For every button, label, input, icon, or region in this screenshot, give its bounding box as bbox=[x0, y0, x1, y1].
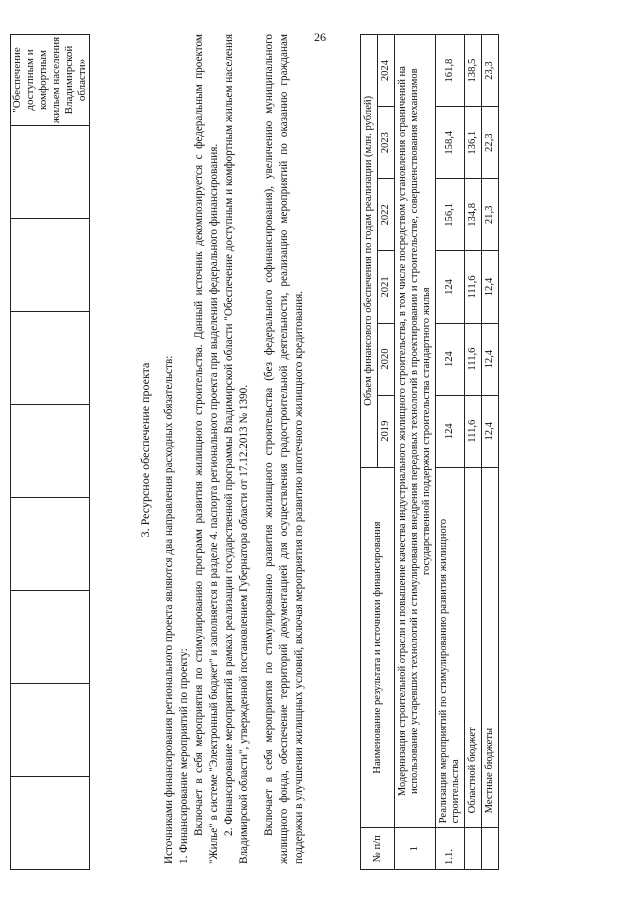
value-cell: 12,4 bbox=[482, 395, 499, 467]
row-num: 1 bbox=[395, 828, 436, 870]
value-cell: 124 bbox=[436, 395, 465, 467]
rotated-page bbox=[10, 20, 610, 880]
body-text bbox=[162, 34, 307, 864]
header-num: № п/п bbox=[361, 828, 395, 870]
row-num bbox=[482, 828, 499, 870]
page-number: 26 bbox=[314, 30, 326, 44]
value-cell: 23,3 bbox=[482, 35, 499, 107]
value-cell: 111,6 bbox=[465, 251, 482, 323]
funding-table bbox=[360, 34, 499, 870]
previous-table-fragment bbox=[10, 34, 90, 870]
paragraph: 2. Финансирование мероприятий в рамках реализации государственной программы Владимирской области "Обеспечение доступным и комфортным жильем населения Владимирской области", утвержденной постановлением Губернатора области от 17.12.2013 № 1390. bbox=[223, 34, 250, 864]
value-cell: 21,3 bbox=[482, 179, 499, 251]
paragraph: 1. Финансирование мероприятий по проекту: bbox=[178, 648, 190, 864]
paragraph: Включает в себя мероприятия по стимулированию развития жилищного строительства (без федерального софинансирования), увеличению муниципального жилищного фонда, обеспечение территорий документацией для осуществления градостроительной деятельности, реализацию мероприятий по оказанию гражданам поддержки в улучшении жилищных условий, включая мероприятия по развитию ипотечного жилищного кредитования. bbox=[263, 34, 305, 864]
table-row bbox=[436, 35, 465, 870]
section-title: 3. Ресурсное обеспечение проекта bbox=[138, 362, 152, 538]
paragraph: Источниками финансирования регионального проекта являются два направления расходных обязательств: bbox=[163, 355, 175, 864]
value-cell: 138,5 bbox=[465, 35, 482, 107]
value-cell: 111,6 bbox=[465, 323, 482, 395]
year-cell: 2019 bbox=[378, 395, 395, 467]
year-cell: 2020 bbox=[378, 323, 395, 395]
value-cell: 12,4 bbox=[482, 251, 499, 323]
year-cell: 2021 bbox=[378, 251, 395, 323]
row-name: Местные бюджеты bbox=[482, 467, 499, 828]
value-cell: 111,6 bbox=[465, 395, 482, 467]
value-cell: 12,4 bbox=[482, 323, 499, 395]
value-cell: 134,8 bbox=[465, 179, 482, 251]
year-cell: 2022 bbox=[378, 179, 395, 251]
value-cell: 22,3 bbox=[482, 107, 499, 179]
value-cell: 156,1 bbox=[436, 179, 465, 251]
table-row bbox=[465, 35, 482, 870]
header-name: Наименование результата и источники финансирования bbox=[361, 467, 395, 828]
value-cell: 124 bbox=[436, 323, 465, 395]
value-cell: 124 bbox=[436, 251, 465, 323]
table-row bbox=[482, 35, 499, 870]
row-num: 1.1. bbox=[436, 828, 465, 870]
paragraph: Включает в себя мероприятия по стимулированию программ развития жилищного строительства. Данный источник декомпозируется с федеральным проектом "Жилье" в системе "Электронный бюджет" и заполняется в разделе 4. паспорта регионального проекта при выделении федерального финансирования. bbox=[193, 34, 220, 864]
row-num bbox=[465, 828, 482, 870]
row-name: Областной бюджет bbox=[465, 467, 482, 828]
table-row bbox=[395, 35, 436, 870]
task-cell: Модернизация строительной отрасли и повышение качества индустриального жилищного строительства, в том числе посредством установления ограничений на использование устаревших технологий и стимулирования внедрения передовых технологий в проектировании и строительстве, совершенствования механизмов государственной поддержки строительства стандартного жилья bbox=[395, 35, 436, 828]
year-cell: 2024 bbox=[378, 35, 395, 107]
value-cell: 158,4 bbox=[436, 107, 465, 179]
table-header-row bbox=[361, 35, 378, 870]
previous-table-last-cell: "Обеспечение доступным и комфортным жильем населения Владимирской области» bbox=[11, 35, 90, 126]
value-cell: 161,8 bbox=[436, 35, 465, 107]
value-cell: 136,1 bbox=[465, 107, 482, 179]
row-name: Реализация мероприятий по стимулированию развития жилищного строительства bbox=[436, 467, 465, 828]
header-volume: Объем финансового обеспечения по годам реализации (млн. рублей) bbox=[361, 35, 378, 468]
year-cell: 2023 bbox=[378, 107, 395, 179]
